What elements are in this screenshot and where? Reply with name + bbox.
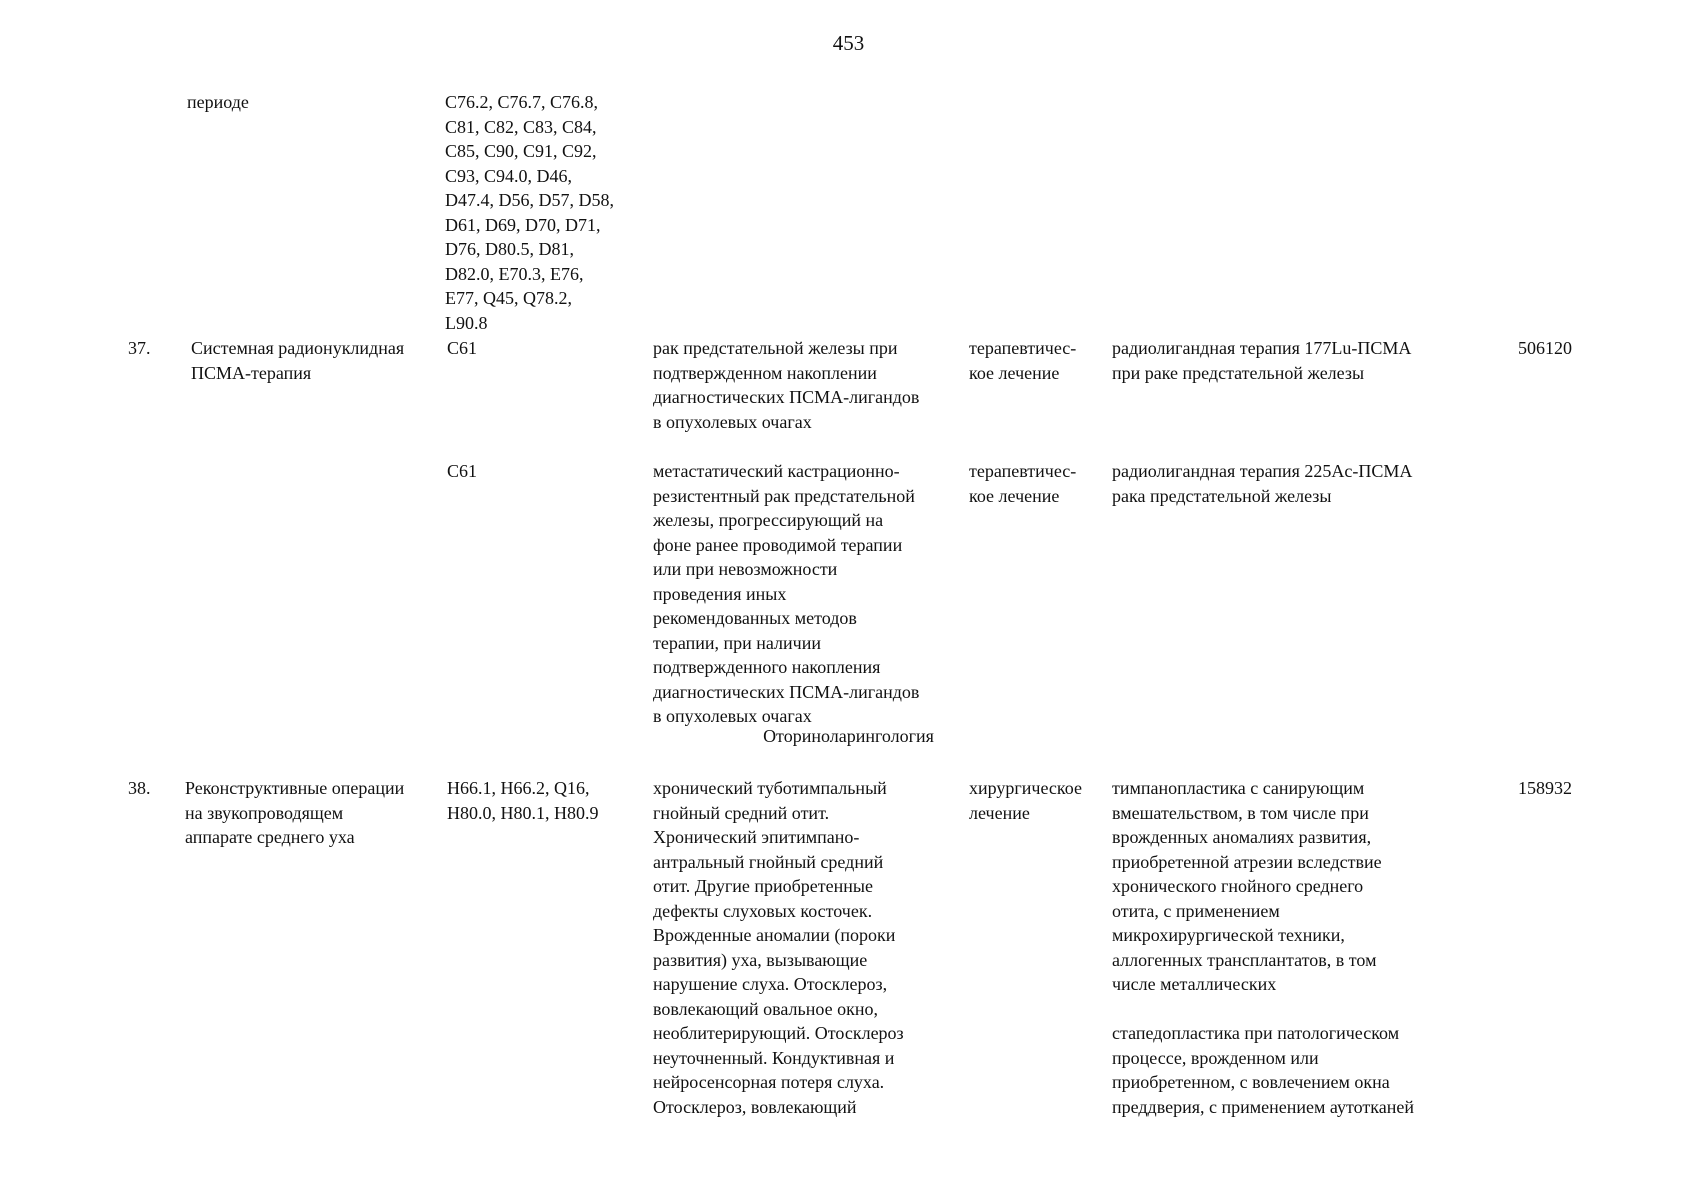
- entry-method: тимпанопластика с санирующим вмешательством, в том числе при врожденных аномалиях развития, приобретенной атрезии вследствие хронического гнойного среднего отита, с применением микрохирургической техники, аллогенных трансплантатов, в том числе металлических: [1112, 778, 1382, 994]
- entry-model: рак предстательной железы при подтвержденном накоплении диагностических ПСМА-лигандов в опухолевых очагах: [653, 338, 920, 432]
- entry-codes: H66.1, H66.2, Q16, H80.0, H80.1, H80.9: [447, 778, 599, 823]
- entry-type: хирургическое лечение: [969, 778, 1082, 823]
- row-norm: 158932: [1518, 778, 1572, 798]
- entry-method: стапедопластика при патологическом процессе, врожденном или приобретенном, с вовлечением окна преддверия, с применением аутотканей: [1112, 1023, 1414, 1117]
- entry-codes: C61: [447, 338, 478, 358]
- page-number: 453: [832, 31, 865, 55]
- row-name: Системная радионуклидная ПСМА-терапия: [191, 338, 405, 383]
- entry-type: терапевтичес- кое лечение: [969, 461, 1077, 506]
- entry-type: терапевтичес- кое лечение: [969, 338, 1077, 383]
- row-norm: 506120: [1518, 338, 1572, 358]
- continuation-codes: C76.2, C76.7, C76.8, C81, C82, C83, C84, C85, C90, C91, C92, C93, C94.0, D46, D47.4, D56, D57, D58, D61, D69, D70, D71, D76, D80.5, D81, D82.0, E70.3, E76, E77, Q45, Q78.2, L90.8: [445, 92, 614, 333]
- entry-model: метастатический кастрационно- резистентный рак предстательной железы, прогрессирующий на фоне ранее проводимой терапии или при невозможности проведения иных рекомендованных методов терапии, при наличии подтвержденного накопления диагностических ПСМА-лигандов в опухолевых очагах: [653, 461, 920, 726]
- row-number: 38.: [128, 778, 151, 798]
- entry-method: радиолигандная терапия 177Lu-ПСМА при раке предстательной железы: [1112, 338, 1412, 383]
- row-name: Реконструктивные операции на звукопроводящем аппарате среднего уха: [185, 778, 405, 847]
- entry-codes: C61: [447, 461, 478, 481]
- continuation-name: периоде: [187, 92, 249, 112]
- entry-model: хронический туботимпальный гнойный средний отит. Хронический эпитимпано- антральный гнойный средний отит. Другие приобретенные дефекты слуховых косточек. Врожденные аномалии (пороки развития) уха, вызывающие нарушение слуха. Отосклероз, вовлекающий овальное окно, необлитерирующий. Отосклероз неуточненный. Кондуктивная и нейросенсорная потеря слуха. Отосклероз, вовлекающий: [653, 778, 904, 1117]
- entry-method: радиолигандная терапия 225Ac-ПСМА рака предстательной железы: [1112, 461, 1413, 506]
- section-heading: Оториноларингология: [763, 726, 934, 746]
- row-number: 37.: [128, 338, 151, 358]
